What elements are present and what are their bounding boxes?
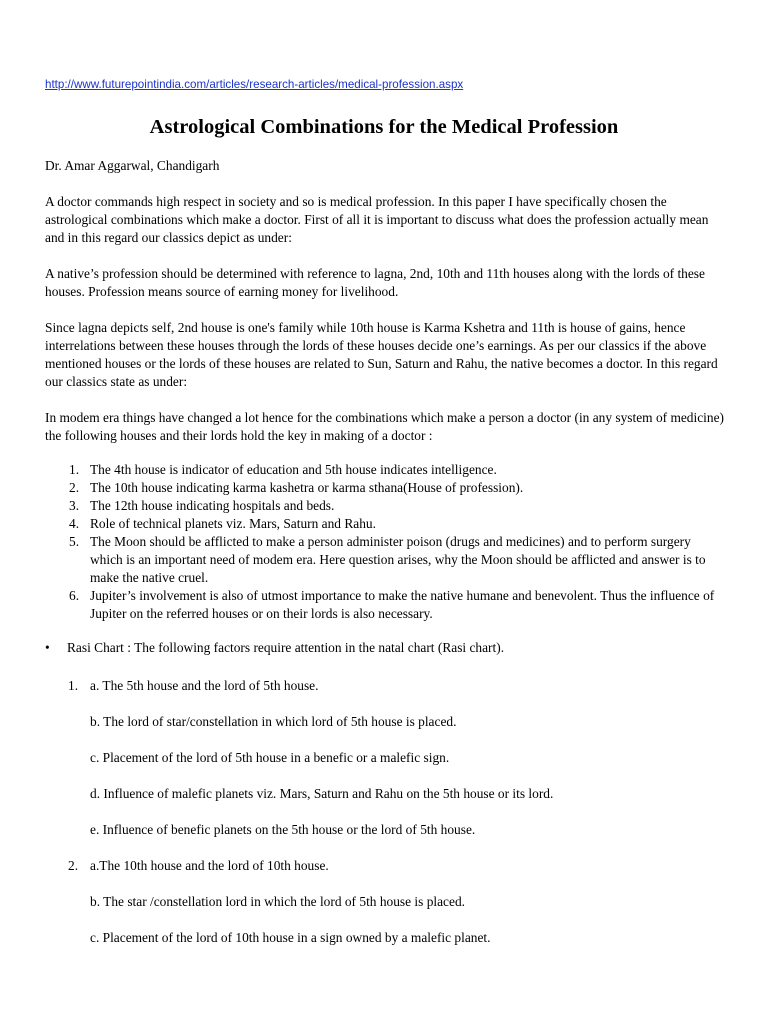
list-number: 1. xyxy=(69,462,80,477)
page-title: Astrological Combinations for the Medical Profession xyxy=(149,116,619,138)
list-number: 2. xyxy=(69,480,80,495)
list-text: The 4th house is indicator of education and 5th house indicates intelligence. xyxy=(90,462,497,477)
list-number: 5. xyxy=(69,534,80,549)
rasi-item-b2: b. The star /constellation lord in which the lord of 5th house is placed. xyxy=(90,894,465,909)
list-number: 6. xyxy=(69,588,80,603)
rasi-item-b1: b. The lord of star/constellation in which lord of 5th house is placed. xyxy=(90,714,457,729)
list-text: The 10th house indicating karma kashetra or karma sthana(House of profession). xyxy=(90,480,524,495)
list-item xyxy=(45,587,725,623)
rasi-item-d1: d. Influence of malefic planets viz. Mars, Saturn and Rahu on the 5th house or its lord. xyxy=(90,786,554,801)
list-item xyxy=(45,515,725,533)
rasi-item-a1: a. The 5th house and the lord of 5th house. xyxy=(90,678,319,693)
list-text: The 12th house indicating hospitals and beds. xyxy=(90,498,335,513)
rasi-item-number: 2. xyxy=(68,858,79,873)
rasi-item-e1: e. Influence of benefic planets on the 5th house or the lord of 5th house. xyxy=(90,822,476,837)
paragraph-profession: A native’s profession should be determined with reference to lagna, 2nd, 10th and 11th houses along with the lords of these houses. Profession means source of earning money for livelihood. xyxy=(45,266,705,299)
list-text: Role of technical planets viz. Mars, Saturn and Rahu. xyxy=(90,516,376,531)
list-text: Jupiter’s involvement is also of utmost importance to make the native humane and benevolent. Thus the influence of Jupiter on the referred houses or on their lords is also necessary. xyxy=(90,588,715,621)
rasi-item-c2: c. Placement of the lord of 10th house in a sign owned by a malefic planet. xyxy=(90,930,491,945)
houses-list xyxy=(45,461,725,623)
paragraph-modern-era: In modem era things have changed a lot hence for the combinations which make a person a doctor (in any system of medicine) the following houses and their lords hold the key in making of a doctor : xyxy=(45,410,724,443)
author-line: Dr. Amar Aggarwal, Chandigarh xyxy=(45,158,220,173)
list-item xyxy=(45,497,725,515)
list-number: 4. xyxy=(69,516,80,531)
rasi-item-number: 1. xyxy=(68,678,79,693)
list-item xyxy=(45,461,725,479)
paragraph-intro: A doctor commands high respect in society and so is medical profession. In this paper I have specifically chosen the astrological combinations which make a doctor. First of all it is important to discuss what does the profession actually mean and in this regard our classics depict as under: xyxy=(45,194,709,245)
list-item xyxy=(45,533,725,587)
rasi-item-c1: c. Placement of the lord of 5th house in a benefic or a malefic sign. xyxy=(90,750,450,765)
list-item xyxy=(45,479,725,497)
bullet-text: Rasi Chart : The following factors require attention in the natal chart (Rasi chart). xyxy=(67,640,505,655)
paragraph-lagna: Since lagna depicts self, 2nd house is one's family while 10th house is Karma Kshetra and 11th is house of gains, hence interrelations between these houses through the lords of these houses decide one’s earnings. As per our classics if the above mentioned houses or the lords of these houses are related to Sun, Saturn and Rahu, the native becomes a doctor. In this regard our classics state as under: xyxy=(45,320,718,389)
rasi-item-a2: a.The 10th house and the lord of 10th house. xyxy=(90,858,329,873)
list-number: 3. xyxy=(69,498,80,513)
bullet-icon: • xyxy=(45,640,50,655)
source-url-link[interactable]: http://www.futurepointindia.com/articles/research-articles/medical-profession.aspx xyxy=(45,78,464,91)
list-text: The Moon should be afflicted to make a person administer poison (drugs and medicines) and to perform surgery which is an important need of modem era. Here question arises, why the Moon should be afflicted and answer is to make the native cruel. xyxy=(90,534,706,585)
